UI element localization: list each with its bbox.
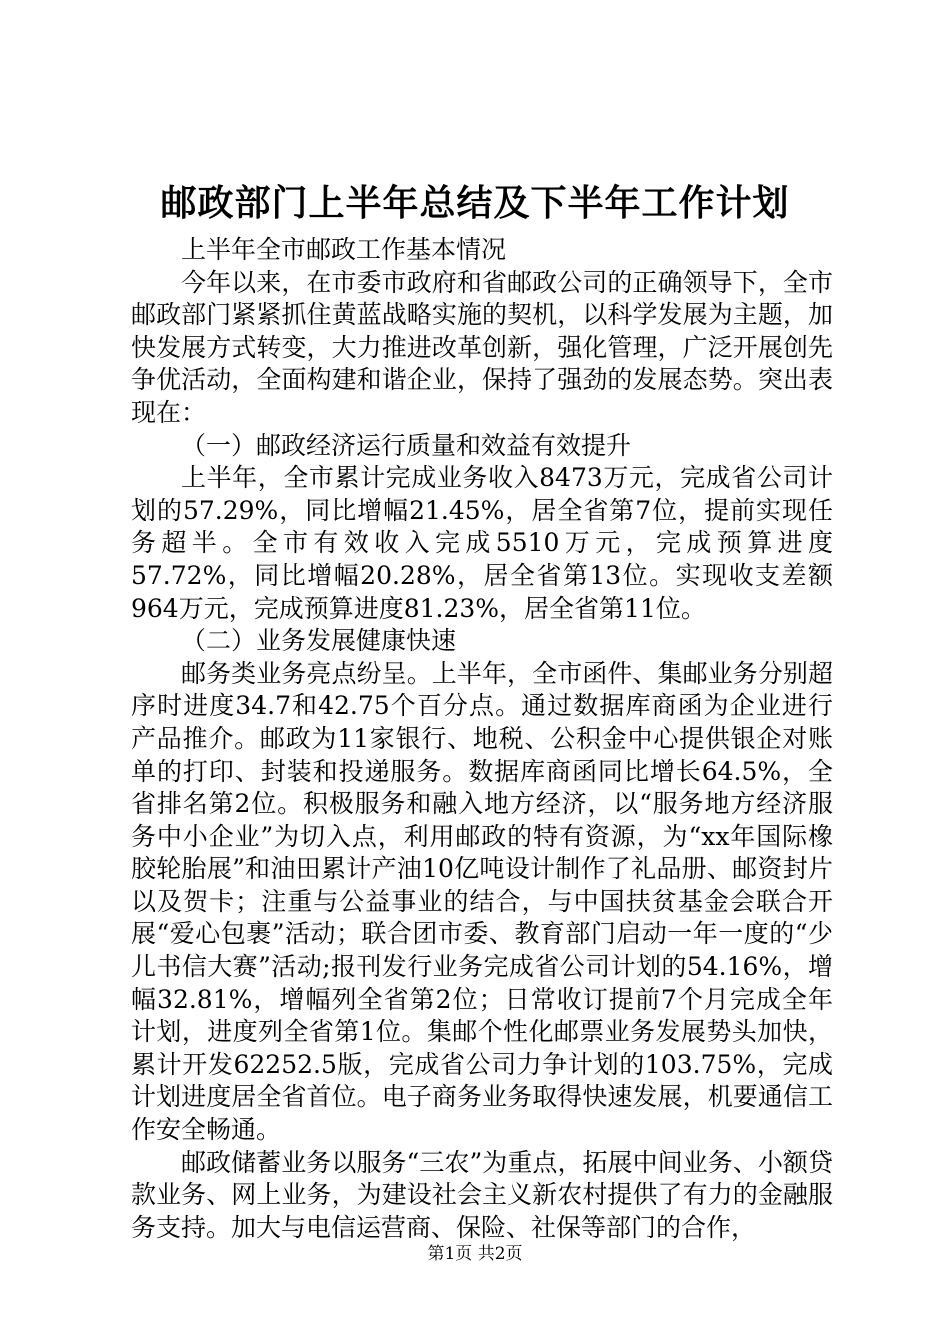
- subsection-heading: （二）业务发展健康快速: [181, 626, 457, 656]
- page-number: 第1页 共2页: [427, 1244, 523, 1264]
- section-heading: 上半年全市邮政工作基本情况: [181, 235, 507, 264]
- paragraph: 邮政储蓄业务以服务“三农”为重点，拓展中间业务、小额贷款业务、网上业务，为建设社会主义新农村提供了有力的金融服务支持。加大与电信运营商、保险、社保等部门的合作，: [131, 1147, 833, 1242]
- paragraph: 今年以来，在市委市政府和省邮政公司的正确领导下，全市邮政部门紧紧抓住黄蓝战略实施的契机，以科学发展为主题，加快发展方式转变，大力推进改革创新，强化管理，广泛开展创先争优活动，全面构建和谐企业，保持了强劲的发展态势。突出表现在：: [131, 267, 833, 427]
- document-body: [131, 234, 833, 1244]
- document-title: 邮政部门上半年总结及下半年工作计划: [160, 183, 790, 224]
- paragraph: 上半年，全市累计完成业务收入8473万元，完成省公司计划的57.29%，同比增幅21.45%，居全省第7位，提前实现任务超半。全市有效收入完成5510万元，完成预算进度57.72%，同比增幅20.28%，居全省第13位。实现收支差额964万元，完成预算进度81.23%，居全省第11位。: [131, 463, 833, 623]
- subsection-heading: （一）邮政经济运行质量和效益有效提升: [181, 430, 632, 460]
- paragraph: 邮务类业务亮点纷呈。上半年，全市函件、集邮业务分别超序时进度34.7和42.75个百分点。通过数据库商函为企业进行产品推介。邮政为11家银行、地税、公积金中心提供银企对账单的打印、封装和投递服务。数据库商函同比增长64.5%，全省排名第2位。积极服务和融入地方经济，以“服务地方经济服务中小企业”为切入点，利用邮政的特有资源，为“xx年国际橡胶轮胎展”和油田累计产油10亿吨设计制作了礼品册、邮资封片以及贺卡；注重与公益事业的结合，与中国扶贫基金会联合开展“爱心包裹”活动；联合团市委、教育部门启动一年一度的“少儿书信大赛”活动;报刊发行业务完成省公司计划的54.16%，增幅32.81%，增幅列全省第2位；日常收订提前7个月完成全年计划，进度列全省第1位。集邮个性化邮票业务发展势头加快，累计开发62252.5版，完成省公司力争计划的103.75%，完成计划进度居全省首位。电子商务业务取得快速发展，机要通信工作安全畅通。: [131, 658, 833, 1145]
